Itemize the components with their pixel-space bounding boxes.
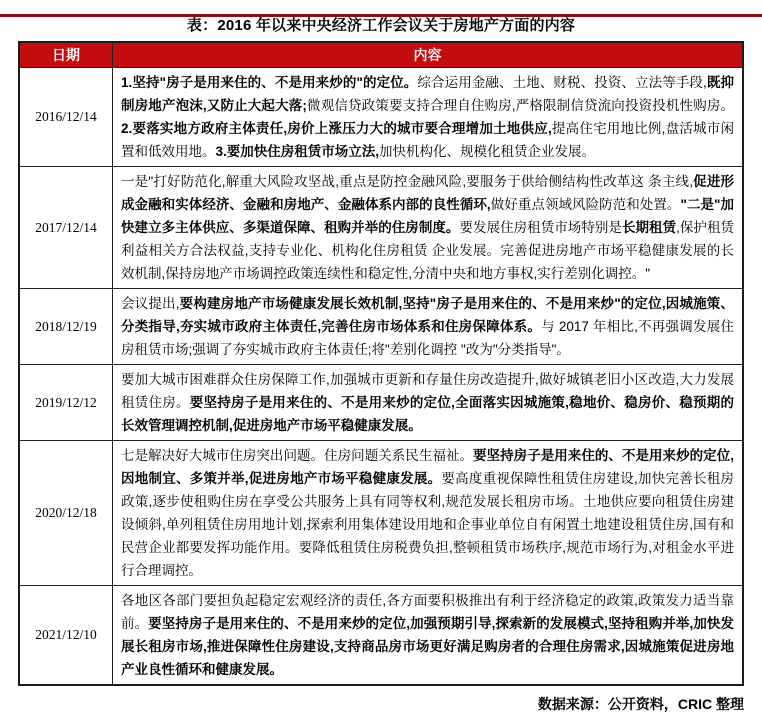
- content-segment-bold: 要坚持房子是用来住的、不是用来炒的定位,全面落实因城施策,稳地价、稳房价、稳预期的长效管理调控机制,促进房地产市场平稳健康发展。: [121, 395, 734, 433]
- date-cell: 2018/12/19: [19, 289, 113, 365]
- content-segment: 一是"打好防范化,解重大风险攻坚战,重点是防控金融风险,要服务于供给侧结构性改革这 条主线,: [121, 174, 693, 189]
- content-segment-bold: 要坚持房子是用来住的、不是用来炒的定位,加强预期引导,探索新的发展模式,坚持租购并举,加快发展长租房市场,推进保障性住房建设,支持商品房市场更好满足购房者的合理住房需求,因城施策促进房地产业良性循环和健康发展。: [121, 616, 734, 677]
- table-row: [19, 289, 743, 365]
- page-title: 表：2016 年以来中央经济工作会议关于房地产方面的内容: [186, 17, 576, 34]
- content-segment: 会议提出,: [121, 296, 180, 311]
- content-segment-bold: 既抑制房地产泡沫,又防止大起大落;: [121, 75, 734, 113]
- content-segment: 要加大城市困难群众住房保障工作,加强城市更新和存量住房改造提升,做好城镇老旧小区改造,大力发展租赁住房。: [121, 372, 734, 410]
- content-segment: 综合运用金融、土地、财税、投资、立法等手段,: [417, 75, 707, 90]
- content-segment-bold: 2.要落实地方政府主体责任,房价上涨压力大的城市要合理增加土地供应,: [121, 121, 552, 136]
- data-source: 数据来源：公开资料，CRIC 整理: [537, 696, 744, 712]
- content-cell: [113, 68, 744, 167]
- table-header: [19, 42, 743, 68]
- content-segment: 做好重点领域风险防范和处置。: [490, 197, 681, 212]
- content-segment-bold: 要坚持房子是用来住的、不是用来炒的定位,因地制宜、多策并举,促进房地产市场平稳健康发展。: [121, 448, 734, 486]
- content-segment-bold: 长期租赁: [621, 220, 677, 235]
- content-segment-bold: 3.要加快住房租赁市场立法,: [215, 144, 380, 159]
- header-date: 日期: [19, 42, 113, 68]
- date-cell: 2021/12/10: [19, 586, 113, 686]
- table-row: [19, 365, 743, 441]
- content-segment-bold: "二是"加快建立多主体供应、多渠道保障、租购并举的住房制度。: [121, 197, 734, 235]
- report-page: [0, 14, 762, 713]
- content-segment: 要发展住房租赁市场特别是: [459, 220, 622, 235]
- date-cell: 2016/12/14: [19, 68, 113, 167]
- content-cell: [113, 586, 744, 686]
- header-row: [19, 42, 743, 68]
- content-cell: [113, 441, 744, 586]
- content-segment: 与 2017 年相比,不再强调发展住房租赁市场;强调了夯实城市政府主体责任;将"差别化调控 "改为"分类指导"。: [121, 319, 734, 357]
- content-segment: 各地区各部门要担负起稳定宏观经济的责任,各方面要积极推出有利于经济稳定的政策,政策发力适当靠前。: [121, 593, 734, 631]
- top-divider: [0, 14, 762, 17]
- date-cell: 2017/12/14: [19, 167, 113, 289]
- content-cell: [113, 289, 744, 365]
- content-segment: 提高住宅用地比例,盘活城市闲置和低效用地。: [121, 121, 734, 159]
- content-segment: 微观信贷政策要支持合理自住购房,严格限制信贷流向投资投机性购房。: [306, 98, 735, 113]
- table-row: [19, 441, 743, 586]
- date-cell: 2019/12/12: [19, 365, 113, 441]
- table-row: [19, 586, 743, 686]
- content-segment: 加快机构化、规模化租赁企业发展。: [379, 144, 596, 159]
- table-row: [19, 167, 743, 289]
- content-segment: 七是解决好大城市住房突出问题。住房问题关系民生福祉。: [121, 448, 474, 463]
- content-segment: ,保护租赁利益相关方合法权益,支持专业化、机构化住房租赁 企业发展。完善促进房地产市场平稳健康发展的长效机制,保持房地产市场调控政策连续性和稳定性,分清中央和地方事权,实行差别化调控。": [121, 220, 734, 281]
- content-segment-bold: 要构建房地产市场健康发展长效机制,坚持"房子是用来住的、不是用来炒"的定位,因城施策、分类指导,夯实城市政府主体责任,完善住房市场体系和住房保障体系。: [121, 296, 734, 334]
- table-body: [19, 68, 743, 686]
- date-cell: 2020/12/18: [19, 441, 113, 586]
- table-row: [19, 68, 743, 167]
- content-table: [18, 41, 744, 686]
- content-cell: [113, 167, 744, 289]
- content-segment: 要高度重视保障性租赁住房建设,加快完善长租房政策,逐步使租购住房在享受公共服务上具有同等权利,规范发展长租房市场。土地供应要向租赁住房建设倾斜,单列租赁住房用地计划,探索利用集体建设用地和企事业单位自有闲置土地建设租赁住房,国有和民营企业都要发挥功能作用。要降低租赁住房税费负担,整顿租赁市场秩序,规范市场行为,对租金水平进行合理调控。: [121, 471, 734, 578]
- content-segment-bold: 1.坚持"房子是用来住的、不是用来炒的"的定位。: [121, 75, 418, 90]
- content-cell: [113, 365, 744, 441]
- header-content: 内容: [113, 42, 744, 68]
- content-segment-bold: 促进形成金融和实体经济、金融和房地产、金融体系内部的良性循环,: [121, 174, 735, 212]
